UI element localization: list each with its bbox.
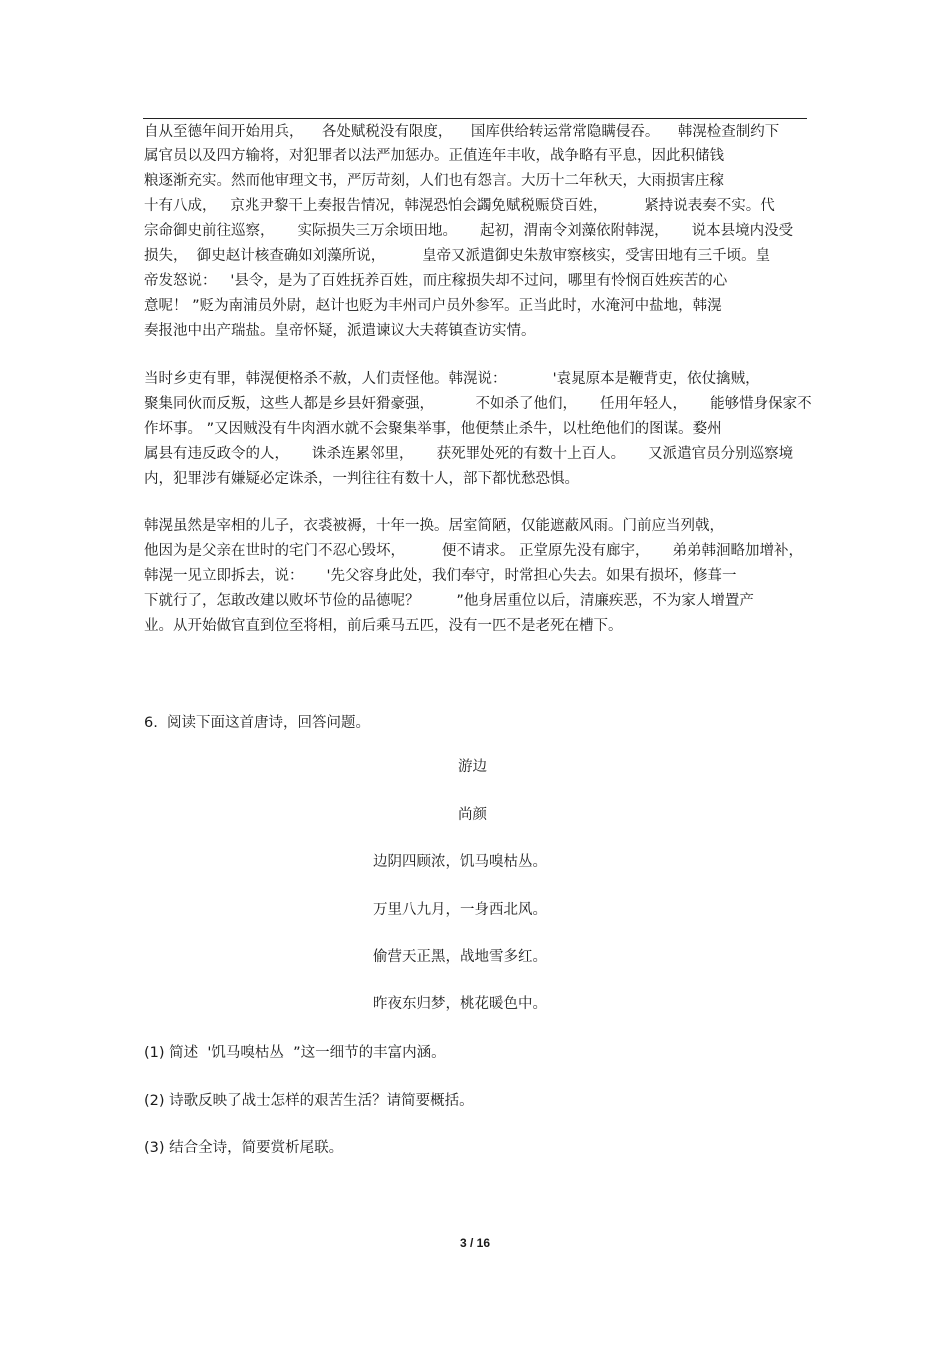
text-line: 他因为是父亲在世时的宅门不忍心毁坏， 便不请求。 正堂原先没有廊宇， 弟弟韩洄略加增补， bbox=[144, 543, 804, 559]
text-line: 宗命御史前往巡察， 实际损失三万余顷田地。 起初，渭南令刘藻依附韩滉， 说本县境内没受 bbox=[144, 223, 794, 239]
poem-line: 昨夜东归梦，桃花暖色中。 bbox=[373, 996, 547, 1012]
text-line: 聚集同伙而反叛，这些人都是乡县奸猾豪强， 不如杀了他们， 任用年轻人， 能够惜身保家不 bbox=[144, 396, 812, 412]
text-line: 韩滉虽然是宰相的儿子，衣裘被褥，十年一换。居室简陋，仅能遮蔽风雨。门前应当列戟， bbox=[144, 518, 724, 534]
text-line: 当时乡吏有罪，韩滉便格杀不赦，人们责怪他。韩滉说： '袁晁原本是鞭背吏，依仗擒贼， bbox=[144, 371, 760, 387]
page-number: 3 / 16 bbox=[459, 1236, 491, 1250]
text-line: 十有八成， 京兆尹黎干上奏报告情况，韩滉恐怕会蠲免赋税赈贷百姓， 紧持说表奏不实。代 bbox=[144, 198, 775, 214]
poem-line: 万里八九月，一身西北风。 bbox=[373, 902, 547, 918]
text-line: 损失， 御史赵计核查确如刘藻所说， 皇帝又派遣御史朱敖审察核实，受害田地有三千顷。皇 bbox=[144, 248, 771, 264]
sub-question-1: (1) 简述 '饥马嗅枯丛 ”这一细节的丰富内涵。 bbox=[144, 1045, 446, 1061]
text-line: 粮逐渐充实。然而他审理文书，严厉苛刻，人们也有怨言。大历十二年秋天，大雨损害庄稼 bbox=[144, 173, 724, 189]
sub-question-2: (2) 诗歌反映了战士怎样的艰苦生活？请简要概括。 bbox=[144, 1093, 474, 1109]
text-line: 下就行了，怎敢改建以败坏节俭的品德呢？ ”他身居重位以后，清廉疾恶，不为家人增置产 bbox=[144, 593, 754, 609]
poem-author: 尚颜 bbox=[458, 807, 487, 823]
poem-line: 边阴四顾浓，饥马嗅枯丛。 bbox=[373, 854, 547, 870]
poem-line: 偷营天正黑，战地雪多红。 bbox=[373, 949, 547, 965]
text-line: 自从至德年间开始用兵， 各处赋税没有限度， 国库供给转运常常隐瞒侵吞。 韩滉检查制约下 bbox=[144, 124, 780, 140]
text-line: 韩滉一见立即拆去，说： '先父容身此处，我们奉守，时常担心失去。如果有损坏，修葺一 bbox=[144, 568, 737, 584]
sub-question-3: (3) 结合全诗，简要赏析尾联。 bbox=[144, 1140, 344, 1156]
text-line: 作坏事。 ”又因贼没有牛肉酒水就不会聚集举事，他便禁止杀牛，以杜绝他们的图谋。婺州 bbox=[144, 421, 722, 437]
question-prompt: 6. 阅读下面这首唐诗，回答问题。 bbox=[144, 715, 371, 731]
text-line: 奏报池中出产瑞盐。皇帝怀疑，派遣谏议大夫蒋镇查访实情。 bbox=[144, 323, 536, 339]
text-line: 帝发怒说： '县令，是为了百姓抚养百姓，而庄稼损失却不过问，哪里有怜悯百姓疾苦的心 bbox=[144, 273, 728, 289]
poem-title: 游边 bbox=[458, 759, 487, 775]
text-line: 属官员以及四方输将，对犯罪者以法严加惩办。正值连年丰收，战争略有平息，因此积储钱 bbox=[144, 148, 724, 164]
text-line: 意呢！ ”贬为南浦员外尉，赵计也贬为丰州司户员外参军。正当此时，水淹河中盐地，韩滉 bbox=[144, 298, 722, 314]
header-rule bbox=[143, 118, 807, 119]
text-line: 业。从开始做官直到位至将相，前后乘马五匹，没有一匹不是老死在槽下。 bbox=[144, 618, 623, 634]
text-line: 属县有违反政令的人， 诛杀连累邻里， 获死罪处死的有数十上百人。 又派遣官员分别巡察境 bbox=[144, 446, 794, 462]
text-line: 内，犯罪涉有嫌疑必定诛杀，一判往往有数十人，部下都忧愁恐惧。 bbox=[144, 471, 579, 487]
